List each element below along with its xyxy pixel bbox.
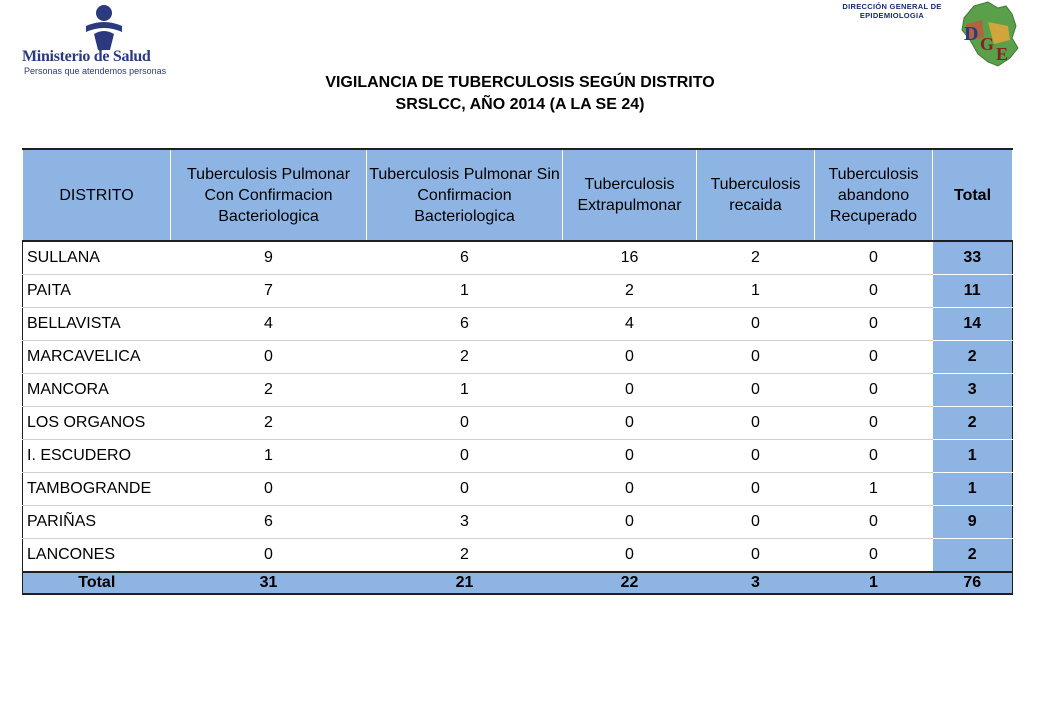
row-total-cell: 2	[933, 539, 1013, 573]
row-total-cell: 1	[933, 473, 1013, 506]
table-row	[23, 241, 1013, 275]
district-cell: BELLAVISTA	[23, 308, 171, 341]
district-cell: SULLANA	[23, 241, 171, 275]
district-cell: PAITA	[23, 275, 171, 308]
column-header: Tuberculosis Extrapulmonar	[563, 149, 697, 241]
ministerio-logo	[22, 4, 172, 76]
table-row	[23, 308, 1013, 341]
table-header-row	[23, 149, 1013, 241]
count-cell: 6	[171, 506, 367, 539]
count-cell: 0	[697, 440, 815, 473]
count-cell: 0	[697, 308, 815, 341]
dge-letter-e: E	[996, 44, 1009, 64]
row-total-cell: 1	[933, 440, 1013, 473]
row-total-cell: 2	[933, 341, 1013, 374]
count-cell: 0	[563, 341, 697, 374]
count-cell: 0	[697, 374, 815, 407]
count-cell: 0	[815, 275, 933, 308]
count-cell: 0	[367, 440, 563, 473]
count-cell: 0	[697, 539, 815, 573]
count-cell: 0	[367, 473, 563, 506]
count-cell: 0	[171, 473, 367, 506]
count-cell: 0	[171, 539, 367, 573]
tuberculosis-table	[22, 148, 1013, 595]
report-title: VIGILANCIA DE TUBERCULOSIS SEGÚN DISTRITO	[325, 74, 715, 91]
count-cell: 0	[815, 506, 933, 539]
count-cell: 2	[171, 407, 367, 440]
count-cell: 0	[815, 407, 933, 440]
count-cell: 2	[563, 275, 697, 308]
count-cell: 0	[563, 506, 697, 539]
row-total-cell: 3	[933, 374, 1013, 407]
table-row	[23, 407, 1013, 440]
district-cell: MARCAVELICA	[23, 341, 171, 374]
count-cell: 0	[815, 539, 933, 573]
table-row	[23, 341, 1013, 374]
ministry-name: Ministerio de Salud	[22, 48, 151, 65]
count-cell: 3	[367, 506, 563, 539]
dge-label-line2: EPIDEMIOLOGIA	[859, 11, 925, 20]
count-cell: 4	[563, 308, 697, 341]
count-cell: 2	[697, 241, 815, 275]
table-row	[23, 539, 1013, 573]
totals-label: Total	[23, 572, 171, 594]
district-cell: LOS ORGANOS	[23, 407, 171, 440]
count-cell: 1	[367, 374, 563, 407]
row-total-cell: 33	[933, 241, 1013, 275]
count-cell: 6	[367, 308, 563, 341]
count-cell: 0	[815, 440, 933, 473]
column-header: DISTRITO	[23, 149, 171, 241]
district-cell: TAMBOGRANDE	[23, 473, 171, 506]
row-total-cell: 9	[933, 506, 1013, 539]
table-row	[23, 440, 1013, 473]
count-cell: 1	[171, 440, 367, 473]
column-header: Tuberculosis Pulmonar Con Confirmacion Bacteriologica	[171, 149, 367, 241]
column-total-cell: 31	[171, 572, 367, 594]
count-cell: 6	[367, 241, 563, 275]
table-row	[23, 374, 1013, 407]
dge-label-line1: DIRECCIÓN GENERAL DE	[842, 2, 942, 11]
count-cell: 0	[815, 308, 933, 341]
count-cell: 2	[171, 374, 367, 407]
count-cell: 0	[697, 341, 815, 374]
count-cell: 1	[815, 473, 933, 506]
dge-letter-d: D	[964, 23, 979, 45]
row-total-cell: 11	[933, 275, 1013, 308]
count-cell: 2	[367, 539, 563, 573]
dge-label	[826, 2, 958, 20]
count-cell: 0	[563, 473, 697, 506]
district-cell: LANCONES	[23, 539, 171, 573]
count-cell: 0	[815, 241, 933, 275]
column-header: Tuberculosis abandono Recuperado	[815, 149, 933, 241]
row-total-cell: 14	[933, 308, 1013, 341]
count-cell: 16	[563, 241, 697, 275]
table-row	[23, 506, 1013, 539]
dge-map-logo	[954, 0, 1026, 68]
count-cell: 4	[171, 308, 367, 341]
count-cell: 1	[367, 275, 563, 308]
row-total-cell: 2	[933, 407, 1013, 440]
dge-letter-g: G	[980, 34, 995, 54]
count-cell: 0	[697, 473, 815, 506]
column-header: Total	[933, 149, 1013, 241]
district-cell: MANCORA	[23, 374, 171, 407]
count-cell: 0	[563, 374, 697, 407]
table-row	[23, 473, 1013, 506]
count-cell: 9	[171, 241, 367, 275]
count-cell: 0	[563, 539, 697, 573]
column-header: Tuberculosis recaida	[697, 149, 815, 241]
table-row	[23, 275, 1013, 308]
count-cell: 1	[697, 275, 815, 308]
report-subtitle: SRSLCC, AÑO 2014 (A LA SE 24)	[395, 96, 645, 113]
district-cell: PARIÑAS	[23, 506, 171, 539]
count-cell: 0	[697, 506, 815, 539]
count-cell: 0	[697, 407, 815, 440]
person-logo-icon	[80, 4, 128, 52]
district-cell: I. ESCUDERO	[23, 440, 171, 473]
ministry-tagline: Personas que atendemos personas	[24, 66, 167, 76]
count-cell: 7	[171, 275, 367, 308]
count-cell: 0	[563, 407, 697, 440]
count-cell: 0	[367, 407, 563, 440]
totals-row	[23, 572, 1013, 594]
column-total-cell: 76	[933, 572, 1013, 594]
count-cell: 2	[367, 341, 563, 374]
column-total-cell: 1	[815, 572, 933, 594]
column-header: Tuberculosis Pulmonar Sin Confirmacion Bacteriologica	[367, 149, 563, 241]
count-cell: 0	[815, 374, 933, 407]
column-total-cell: 22	[563, 572, 697, 594]
column-total-cell: 3	[697, 572, 815, 594]
count-cell: 0	[815, 341, 933, 374]
column-total-cell: 21	[367, 572, 563, 594]
count-cell: 0	[171, 341, 367, 374]
count-cell: 0	[563, 440, 697, 473]
